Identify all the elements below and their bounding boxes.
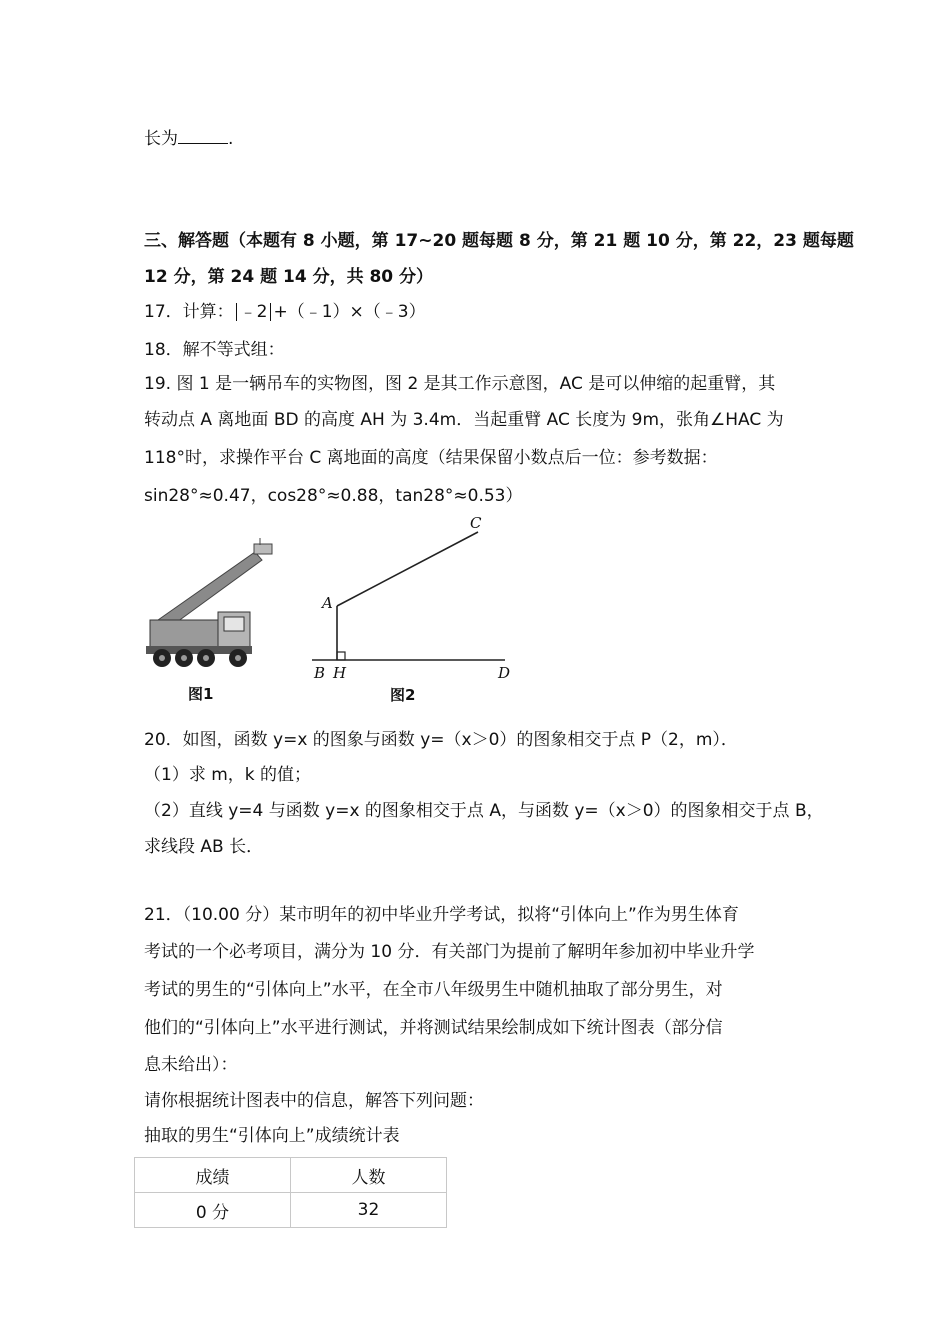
- question-20-line2: （1）求 m，k 的值；: [144, 765, 312, 785]
- question-21-line2: 考试的一个必考项目，满分为 10 分．有关部门为提前了解明年参加初中毕业升学: [144, 942, 755, 962]
- header-score: 成绩: [135, 1158, 291, 1193]
- question-18: 18．解不等式组：: [144, 340, 285, 360]
- question-17: 17．计算： ﹣2 +（﹣1）×（﹣3）: [144, 302, 426, 322]
- label-a: A: [322, 594, 333, 612]
- cell-score: 0 分: [135, 1193, 291, 1228]
- question-19-line2: 转动点 A 离地面 BD 的高度 AH 为 3.4m．当起重臂 AC 长度为 9m，张角∠HAC 为: [144, 410, 784, 430]
- question-19-line4: sin28°≈0.47，cos28°≈0.88，tan28°≈0.53）: [144, 486, 523, 506]
- label-b: B: [314, 664, 326, 682]
- question-19-line3: 118°时，求操作平台 C 离地面的高度（结果保留小数点后一位：参考数据：: [144, 448, 718, 468]
- question-20-line1: 20．如图，函数 y=x 的图象与函数 y=（x＞0）的图象相交于点 P（2，m）．: [144, 730, 738, 750]
- continued-question-line: 长为 .: [144, 125, 233, 151]
- boom-ac: [337, 532, 478, 606]
- label-c: C: [470, 514, 482, 532]
- question-21-line6: 请你根据统计图表中的信息，解答下列问题：: [144, 1091, 484, 1111]
- crane-truck-image: [140, 530, 285, 680]
- question-21-line4: 他们的“引体向上”水平进行测试，并将测试结果绘制成如下统计图表（部分信: [144, 1018, 723, 1038]
- figure-1-caption: 图1: [188, 685, 214, 703]
- section-heading-line1: 三、解答题（本题有 8 小题，第 17~20 题每题 8 分，第 21 题 10 分，第 22，23 题每题: [144, 231, 854, 251]
- figure-2-caption: 图2: [390, 686, 416, 704]
- question-21-line3: 考试的男生的“引体向上”水平，在全市八年级男生中随机抽取了部分男生，对: [144, 980, 723, 1000]
- continued-text: 长为: [144, 129, 178, 149]
- question-20-line3: （2）直线 y=4 与函数 y=x 的图象相交于点 A，与函数 y=（x＞0）的图象相交于点 B，: [144, 801, 824, 821]
- answer-blank: [178, 125, 228, 144]
- label-d: D: [498, 664, 511, 682]
- cell-count: 32: [291, 1193, 447, 1228]
- question-21-line1: 21．（10.00 分）某市明年的初中毕业升学考试，拟将“引体向上”作为男生体育: [144, 905, 739, 925]
- absolute-value: ﹣2: [236, 303, 272, 321]
- question-20-line4: 求线段 AB 长．: [144, 837, 264, 857]
- table-header-row: [135, 1158, 447, 1193]
- score-stats-table: [134, 1157, 447, 1228]
- question-21-line5: 息未给出）：: [144, 1055, 238, 1075]
- header-count: 人数: [291, 1158, 447, 1193]
- question-19-line1: 19. 图 1 是一辆吊车的实物图，图 2 是其工作示意图，AC 是可以伸缩的起重臂，其: [144, 374, 776, 394]
- right-angle-mark: [337, 652, 345, 660]
- table-row: [135, 1193, 447, 1228]
- label-h: H: [333, 664, 347, 682]
- table-title: 抽取的男生“引体向上”成绩统计表: [144, 1126, 400, 1146]
- section-heading-line2: 12 分，第 24 题 14 分，共 80 分）: [144, 267, 434, 287]
